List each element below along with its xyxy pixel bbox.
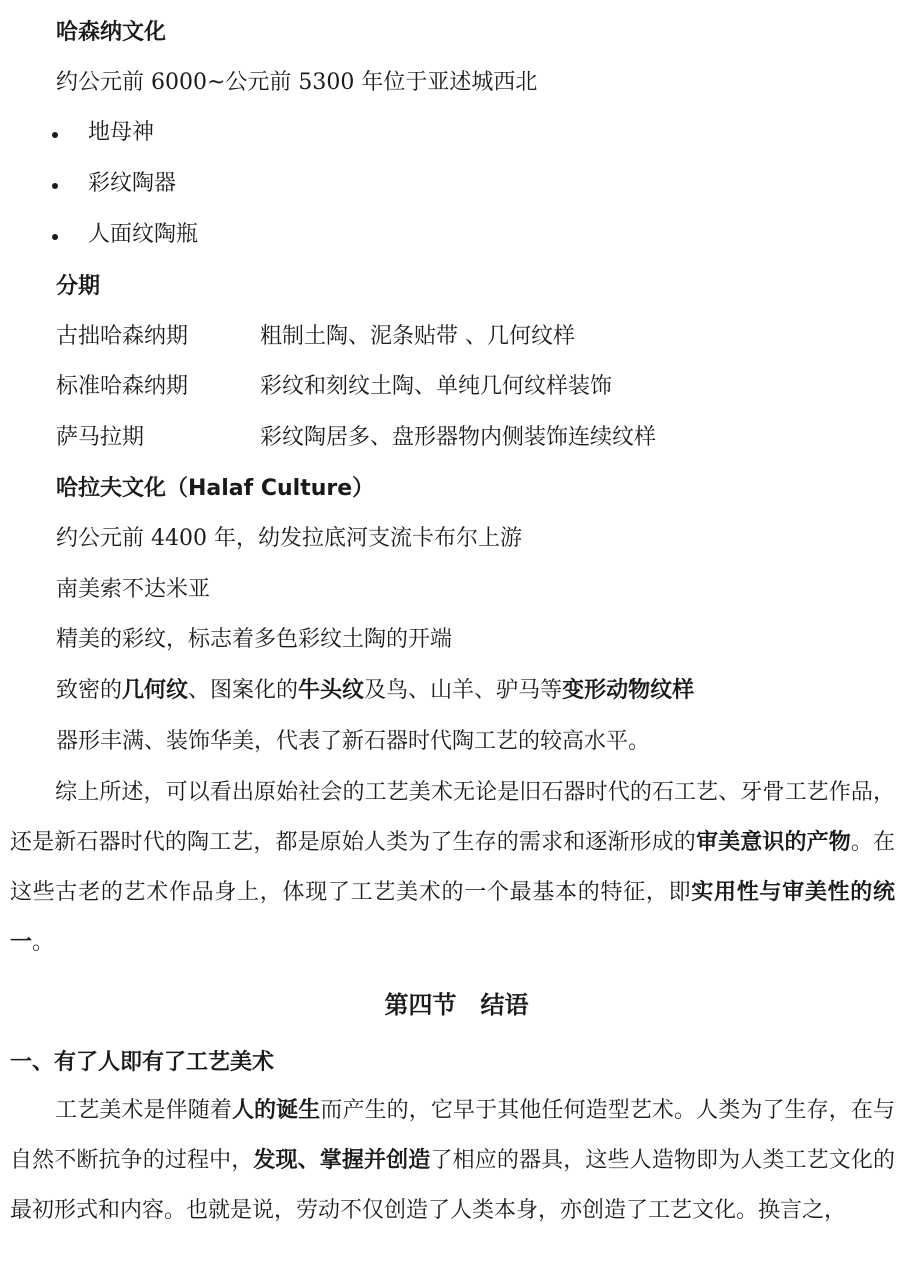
summary-paragraph bbox=[10, 768, 895, 968]
bullet-icon bbox=[52, 132, 58, 138]
period-desc: 彩纹和刻纹土陶、单纯几何纹样装饰 bbox=[260, 374, 613, 399]
period-desc: 粗制土陶、泥条贴带 、几何纹样 bbox=[260, 324, 575, 349]
halaf-line: 南美索不达米亚 bbox=[56, 577, 211, 602]
list-item: 人面纹陶瓶 bbox=[88, 222, 199, 247]
bullet-icon bbox=[52, 234, 58, 240]
halaf-last-line: 器形丰满、装饰华美，代表了新石器时代陶工艺的较高水平。 bbox=[56, 729, 651, 754]
period-name: 古拙哈森纳期 bbox=[56, 324, 189, 349]
bold-term: 几何纹 bbox=[122, 678, 189, 703]
bold-term: 审美意识的产物 bbox=[695, 830, 851, 855]
halaf-motif-line bbox=[56, 676, 694, 706]
bold-term: 发现、掌握并创造 bbox=[253, 1148, 431, 1173]
text-run: 了相应的器具，这些人造物即为人类工艺文化的最初形式和内容。也就是说，劳动不仅创造了人类本身，亦创造了工艺文化。换言之， bbox=[10, 1148, 895, 1223]
text-run: 。在这些古老的艺术作品身上，体现了工艺美术的一个最基本的特征，即 bbox=[10, 830, 895, 905]
periods-title: 分期 bbox=[56, 274, 101, 299]
halaf-line: 约公元前 4400 年，幼发拉底河支流卡布尔上游 bbox=[56, 526, 522, 551]
section-paragraph bbox=[10, 1086, 895, 1236]
text-run: 而产生的，它早于其他任何造型艺术。人类为了生存，在与自然不断抗争的过程中， bbox=[10, 1098, 895, 1173]
text-run: 及鸟、山羊、驴马等 bbox=[364, 678, 563, 703]
section-subheading: 一、有了人即有了工艺美术 bbox=[10, 1050, 275, 1075]
list-item: 彩纹陶器 bbox=[88, 171, 177, 196]
bold-term: 人的诞生 bbox=[231, 1098, 321, 1123]
hassuna-date-line: 约公元前 6000~公元前 5300 年位于亚述城西北 bbox=[56, 70, 538, 95]
text-run: 工艺美术是伴随着 bbox=[55, 1098, 232, 1123]
bold-term: 牛头纹 bbox=[298, 678, 365, 703]
halaf-title: 哈拉夫文化（Halaf Culture） bbox=[56, 476, 375, 501]
hassuna-title: 哈森纳文化 bbox=[56, 20, 167, 45]
text-run: 。 bbox=[32, 930, 55, 955]
section-title: 第四节 结语 bbox=[384, 991, 529, 1019]
period-name: 萨马拉期 bbox=[56, 425, 145, 450]
text-run: 致密的 bbox=[56, 678, 123, 703]
text-run: 综上所述，可以看出原始社会的工艺美术无论是旧石器时代的石工艺、牙骨工艺作品，还是新石器时代的陶工艺，都是原始人类为了生存的需求和逐渐形成的 bbox=[10, 780, 895, 855]
halaf-line: 精美的彩纹，标志着多色彩纹土陶的开端 bbox=[56, 627, 453, 652]
list-item: 地母神 bbox=[88, 120, 155, 145]
bullet-icon bbox=[52, 183, 58, 189]
period-name: 标准哈森纳期 bbox=[56, 374, 189, 399]
bold-term: 变形动物纹样 bbox=[562, 678, 695, 703]
bold-term: 实用性与审美性的统一 bbox=[10, 880, 895, 955]
period-desc: 彩纹陶居多、盘形器物内侧装饰连续纹样 bbox=[260, 425, 657, 450]
text-run: 、图案化的 bbox=[188, 678, 299, 703]
